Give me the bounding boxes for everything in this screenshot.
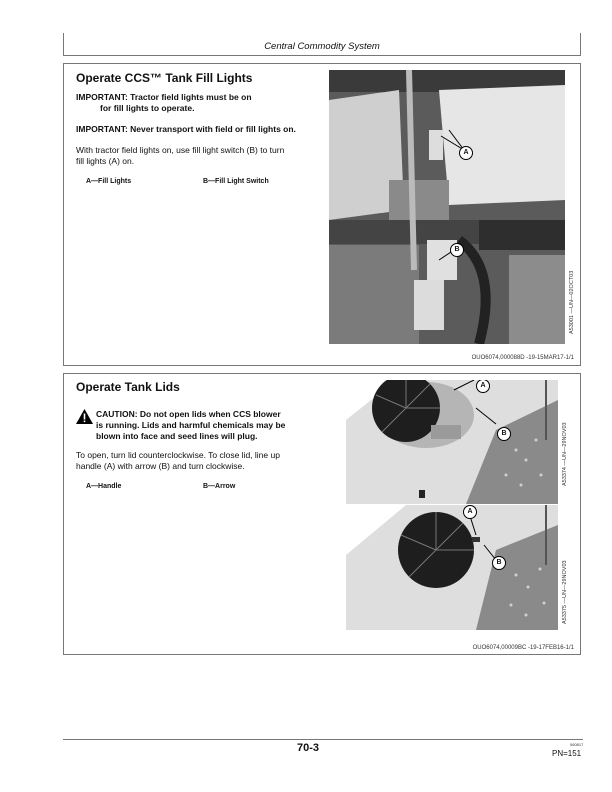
lid-closed-photo	[346, 505, 558, 630]
section-fill-lights	[63, 63, 581, 366]
pn-label: PN=151	[552, 749, 582, 758]
lid-closed-illustration	[346, 505, 558, 630]
lid-open-illustration	[346, 380, 558, 504]
header-title: Central Commodity System	[264, 41, 380, 52]
photo-id: A53001 —UN—02OCT03	[569, 270, 575, 334]
legend-b: B—Arrow	[203, 483, 236, 490]
important-note-2: IMPORTANT: Never transport with field or fill lights on.	[76, 124, 296, 134]
instruction-line-2: fill lights (A) on.	[76, 156, 135, 166]
photo-1-id: A53374 —UN—29NOV03	[562, 422, 568, 486]
section-code: OUO6074,000088D -19-15MAR17-1/1	[471, 355, 574, 361]
legend-a: A—Handle	[86, 483, 122, 490]
caution-line-2: is running. Lids and harmful chemicals may be	[96, 420, 286, 430]
page-number: 70-3	[297, 742, 320, 754]
callout-a: A	[463, 505, 477, 519]
caution-line-3: blown into face and seed lines will plug.	[96, 431, 258, 441]
caution-note	[76, 409, 336, 442]
instruction-line-2: handle (A) with arrow (B) and turn clockwise.	[76, 461, 245, 471]
section-tank-lids	[63, 373, 581, 655]
important-line-1: IMPORTANT: Tractor field lights must be on	[76, 92, 252, 102]
important-line-2: for fill lights to operate.	[100, 103, 195, 113]
date-code: 060817	[570, 742, 584, 747]
lid-open-photo	[346, 380, 558, 504]
warning-icon	[76, 409, 93, 424]
instruction-text	[76, 145, 326, 167]
instruction-line-1: With tractor field lights on, use fill light switch (B) to turn	[76, 145, 285, 155]
important-note-1	[76, 92, 252, 114]
callout-a: A	[476, 380, 490, 393]
photo-2-id: A53375 —UN—29NOV03	[562, 560, 568, 624]
section-title: Operate Tank Lids	[76, 380, 180, 394]
fill-lights-photo	[329, 70, 565, 344]
footer-rule	[63, 739, 583, 740]
caution-line-1: CAUTION: Do not open lids when CCS blower	[96, 409, 281, 419]
callout-a: A	[459, 146, 473, 160]
section-title: Operate CCS™ Tank Fill Lights	[76, 71, 253, 85]
callout-b: B	[450, 243, 464, 257]
instruction-text	[76, 450, 326, 472]
section-code: OUO6074,00009BC -19-17FEB16-1/1	[472, 645, 574, 651]
fill-lights-illustration	[329, 70, 565, 344]
legend-a: A—Fill Lights	[86, 178, 132, 185]
callout-b: B	[497, 427, 511, 441]
callout-b: B	[492, 556, 506, 570]
instruction-line-1: To open, turn lid counterclockwise. To close lid, line up	[76, 450, 280, 460]
header-frame	[63, 33, 581, 56]
legend-b: B—Fill Light Switch	[203, 178, 269, 185]
